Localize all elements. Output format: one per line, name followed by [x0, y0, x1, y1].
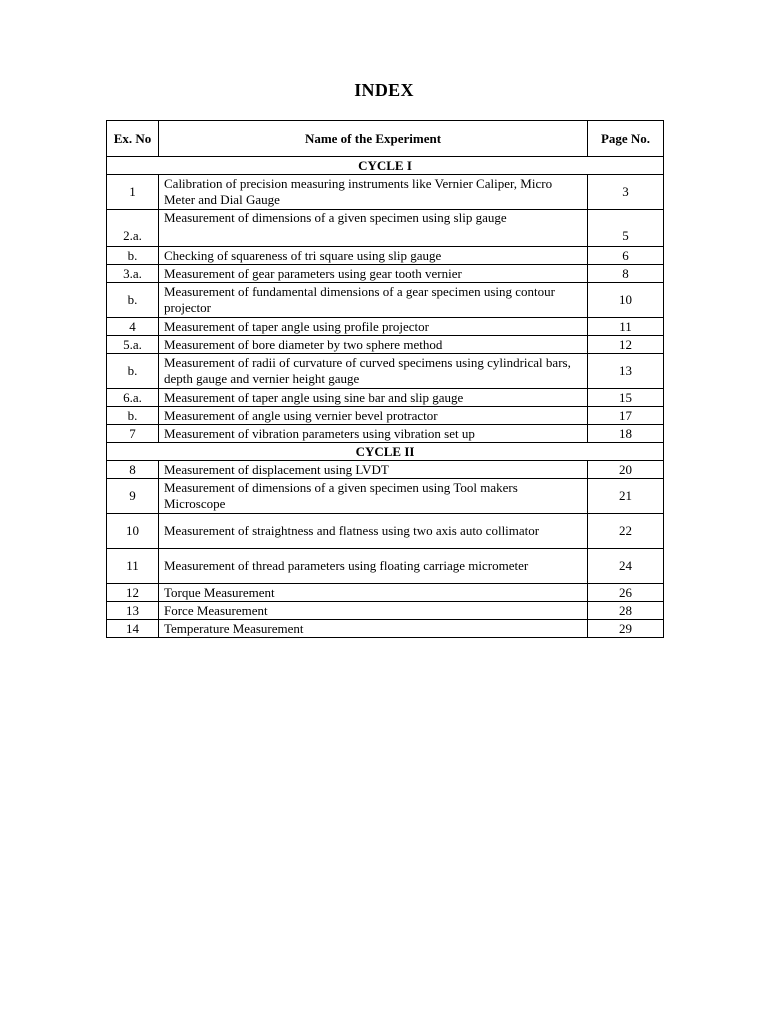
page-number: 20: [588, 461, 664, 479]
experiment-name: Temperature Measurement: [159, 620, 588, 638]
experiment-name: Measurement of dimensions of a given specimen using slip gauge: [159, 210, 588, 247]
page-number: 22: [588, 514, 664, 549]
table-row: [107, 389, 664, 407]
table-row: [107, 247, 664, 265]
experiment-name: Torque Measurement: [159, 584, 588, 602]
experiment-number: b.: [107, 247, 159, 265]
page-number: 29: [588, 620, 664, 638]
experiment-number: 12: [107, 584, 159, 602]
experiment-number: 13: [107, 602, 159, 620]
experiment-name: Measurement of gear parameters using gear tooth vernier: [159, 265, 588, 283]
experiment-number: 1: [107, 175, 159, 210]
experiment-name: Measurement of displacement using LVDT: [159, 461, 588, 479]
page-number: 5: [588, 210, 664, 247]
experiment-number: b.: [107, 407, 159, 425]
page-number: 17: [588, 407, 664, 425]
experiment-number: 3.a.: [107, 265, 159, 283]
table-row: [107, 336, 664, 354]
table-row: [107, 602, 664, 620]
experiment-name: Measurement of taper angle using profile projector: [159, 318, 588, 336]
experiment-name: Measurement of vibration parameters using vibration set up: [159, 425, 588, 443]
table-row: [107, 407, 664, 425]
experiment-number: b.: [107, 283, 159, 318]
table-row: [107, 318, 664, 336]
experiment-number: 11: [107, 549, 159, 584]
experiment-name: Measurement of thread parameters using floating carriage micrometer: [159, 549, 588, 584]
cycle-heading: CYCLE I: [107, 157, 664, 175]
experiment-number: 10: [107, 514, 159, 549]
page-number: 3: [588, 175, 664, 210]
page-number: 12: [588, 336, 664, 354]
experiment-number: 6.a.: [107, 389, 159, 407]
experiment-number: 4: [107, 318, 159, 336]
experiment-number: 7: [107, 425, 159, 443]
page-title: INDEX: [354, 80, 414, 100]
table-header-row: [107, 121, 664, 157]
page-number: 18: [588, 425, 664, 443]
experiment-name: Measurement of radii of curvature of curved specimens using cylindrical bars, depth gauge and vernier height gauge: [159, 354, 588, 389]
experiment-name: Force Measurement: [159, 602, 588, 620]
table-row: [107, 479, 664, 514]
cycle-heading: CYCLE II: [107, 443, 664, 461]
page-number: 21: [588, 479, 664, 514]
page-number: 26: [588, 584, 664, 602]
table-row: [107, 265, 664, 283]
experiment-number: 2.a.: [107, 210, 159, 247]
experiment-name: Measurement of angle using vernier bevel protractor: [159, 407, 588, 425]
header-page-no: Page No.: [588, 121, 664, 157]
page-number: 15: [588, 389, 664, 407]
page-number: 6: [588, 247, 664, 265]
page-number: 8: [588, 265, 664, 283]
experiment-name: Checking of squareness of tri square using slip gauge: [159, 247, 588, 265]
experiment-number: 9: [107, 479, 159, 514]
experiment-number: 8: [107, 461, 159, 479]
table-row: [107, 461, 664, 479]
table-row: [107, 210, 664, 247]
header-experiment-name: Name of the Experiment: [159, 121, 588, 157]
page-number: 13: [588, 354, 664, 389]
experiment-number: 5.a.: [107, 336, 159, 354]
experiment-name: Calibration of precision measuring instruments like Vernier Caliper, Micro Meter and Dial Gauge: [159, 175, 588, 210]
experiment-name: Measurement of dimensions of a given specimen using Tool makers Microscope: [159, 479, 588, 514]
experiment-name: Measurement of taper angle using sine bar and slip gauge: [159, 389, 588, 407]
index-table: [106, 120, 664, 638]
table-row: [107, 425, 664, 443]
experiment-number: 14: [107, 620, 159, 638]
header-ex-no: Ex. No: [107, 121, 159, 157]
table-row: [107, 620, 664, 638]
experiment-name: Measurement of bore diameter by two sphere method: [159, 336, 588, 354]
table-row: [107, 549, 664, 584]
table-row: [107, 584, 664, 602]
table-body: [107, 157, 664, 638]
table-row: [107, 283, 664, 318]
experiment-number: b.: [107, 354, 159, 389]
page-number: 24: [588, 549, 664, 584]
table-row: [107, 175, 664, 210]
cycle-heading-row: [107, 443, 664, 461]
table-row: [107, 514, 664, 549]
page-number: 10: [588, 283, 664, 318]
cycle-heading-row: [107, 157, 664, 175]
experiment-name: Measurement of straightness and flatness using two axis auto collimator: [159, 514, 588, 549]
table-row: [107, 354, 664, 389]
page-number: 11: [588, 318, 664, 336]
page-number: 28: [588, 602, 664, 620]
experiment-name: Measurement of fundamental dimensions of a gear specimen using contour projector: [159, 283, 588, 318]
